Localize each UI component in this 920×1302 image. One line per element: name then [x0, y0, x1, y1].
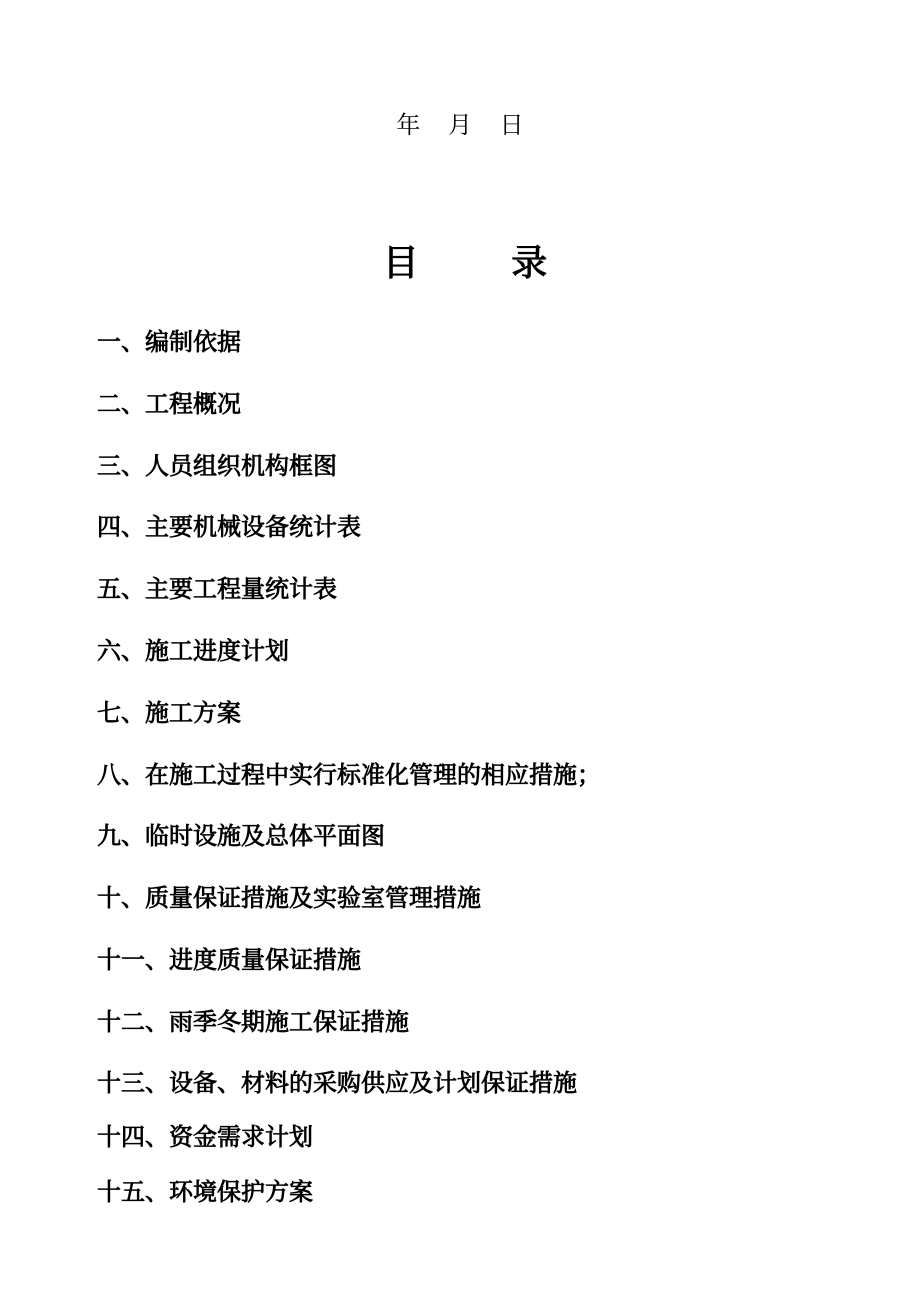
toc-item-9: 九、临时设施及总体平面图 — [97, 821, 385, 850]
toc-title-char-2: 录 — [511, 242, 548, 284]
toc-item-14: 十四、资金需求计划 — [97, 1122, 313, 1151]
toc-title-char-1: 目 — [382, 242, 419, 284]
toc-item-3: 三、人员组织机构框图 — [97, 451, 337, 480]
toc-item-7: 七、施工方案 — [97, 698, 241, 727]
date-year: 年 — [396, 111, 421, 139]
date-line — [0, 108, 920, 142]
toc-item-15: 十五、环境保护方案 — [97, 1177, 313, 1206]
toc-item-11: 十一、进度质量保证措施 — [97, 945, 361, 974]
toc-item-12: 十二、雨季冬期施工保证措施 — [97, 1007, 409, 1036]
toc-item-4: 四、主要机械设备统计表 — [97, 512, 361, 541]
toc-item-2: 二、工程概况 — [97, 389, 241, 418]
toc-item-10: 十、质量保证措施及实验室管理措施 — [97, 883, 481, 912]
toc-item-13: 十三、设备、材料的采购供应及计划保证措施 — [97, 1068, 577, 1097]
date-day: 日 — [499, 111, 524, 139]
toc-item-5: 五、主要工程量统计表 — [97, 574, 337, 603]
toc-item-6: 六、施工进度计划 — [97, 636, 289, 665]
toc-item-1: 一、编制依据 — [97, 327, 241, 356]
toc-item-8: 八、在施工过程中实行标准化管理的相应措施； — [97, 760, 601, 789]
toc-title — [0, 240, 920, 286]
date-month: 月 — [448, 111, 472, 139]
